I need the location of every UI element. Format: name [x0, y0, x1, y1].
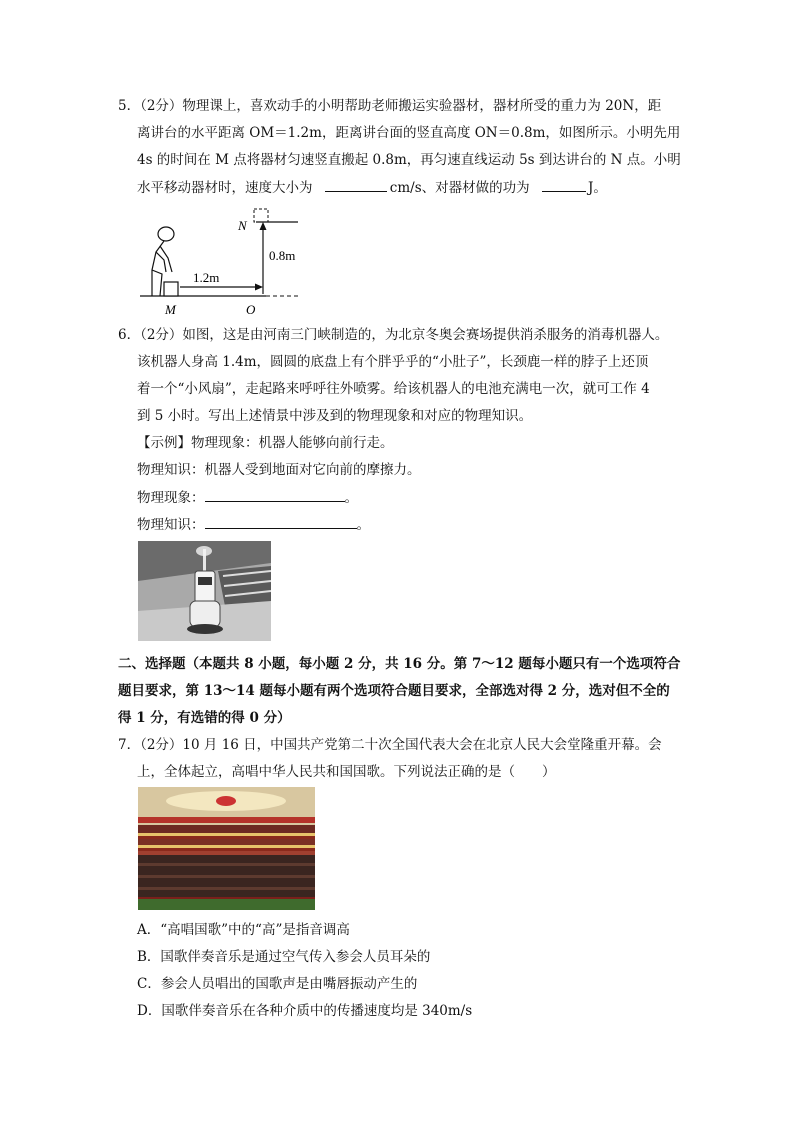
q5-line-3: 4s 的时间在 M 点将器材匀速竖直搬起 0.8m，再匀速直线运动 5s 到达讲台的 N 点。小明: [137, 152, 681, 168]
q7-option-c[interactable]: C．参会人员唱出的国歌声是由嘴唇振动产生的: [137, 976, 418, 992]
q5-line-1: 5．（2分）物理课上，喜欢动手的小明帮助老师搬运实验器材，器材所受的重力为 20N，距: [118, 98, 662, 114]
q5-work-blank[interactable]: [542, 177, 586, 192]
q5-diagram: [138, 200, 308, 320]
arrow-right-icon: [255, 284, 263, 291]
q6-phenomenon-end: 。: [344, 490, 358, 506]
q7-line-2: 上，全体起立，高唱中华人民共和国国歌。下列说法正确的是（ ）: [137, 764, 556, 780]
section2-line-1: 二、选择题（本题共 8 小题，每小题 2 分，共 16 分。第 7～12 题每小题只有一个选项符合: [118, 656, 681, 672]
q5-speed-blank[interactable]: [325, 177, 387, 192]
section2-line-3: 得 1 分，有选错的得 0 分）: [118, 710, 291, 726]
label-1-2m: 1.2m: [193, 270, 220, 285]
label-m: M: [165, 302, 176, 317]
arrow-up-icon: [260, 222, 267, 230]
q7-option-a[interactable]: A．“高唱国歌”中的“高”是指音调高: [137, 922, 350, 938]
label-o: O: [246, 302, 256, 317]
section2-line-2: 题目要求，第 13～14 题每小题有两个选项符合题目要求，全部选对得 2 分，选对但不全的: [118, 683, 670, 699]
q6-example-2: 物理知识：机器人受到地面对它向前的摩擦力。: [137, 462, 421, 478]
q6-knowledge-row: [137, 514, 370, 535]
q6-line-3: 着一个“小风扇”，走起路来呼呼往外喷雾。给该机器人的电池充满电一次，就可工作 4: [137, 381, 650, 397]
q7-option-d[interactable]: D．国歌伴奏音乐在各种介质中的传播速度均是 340m/s: [137, 1003, 473, 1019]
q6-knowledge-blank[interactable]: [205, 514, 357, 529]
q6-knowledge-end: 。: [356, 517, 370, 533]
q5-work-prompt: cm/s、对器材做的功为: [389, 180, 530, 196]
q6-example-1: 【示例】物理现象：机器人能够向前行走。: [137, 435, 394, 451]
q6-line-2: 该机器人身高 1.4m，圆圆的底盘上有个胖乎乎的“小肚子”，长颈鹿一样的脖子上还顶: [137, 354, 649, 370]
q5-unit-j: J。: [587, 180, 607, 196]
person-head: [158, 227, 174, 241]
q7-option-b[interactable]: B．国歌伴奏音乐是通过空气传入参会人员耳朵的: [137, 949, 431, 965]
label-n: N: [238, 218, 247, 233]
q6-phenomenon-label: 物理现象：: [137, 490, 205, 506]
label-0-8m: 0.8m: [269, 248, 296, 263]
q5-line-2: 离讲台的水平距离 OM＝1.2m，距离讲台面的竖直高度 ON＝0.8m，如图所示。小明先用: [137, 125, 681, 141]
q6-phenomenon-blank[interactable]: [205, 487, 345, 502]
q6-knowledge-label: 物理知识：: [137, 517, 205, 533]
great-hall-photo: [138, 787, 315, 910]
q6-line-1: 6．（2分）如图，这是由河南三门峡制造的，为北京冬奥会赛场提供消杀服务的消毒机器人。: [118, 327, 669, 343]
robot-photo: [138, 541, 271, 641]
q6-phenomenon-row: [137, 487, 358, 508]
q5-line-4: [137, 177, 607, 198]
q7-line-1: 7．（2分）10 月 16 日，中国共产党第二十次全国代表大会在北京人民大会堂隆重开幕。会: [118, 737, 662, 753]
box-at-m: [164, 282, 178, 296]
q6-line-4: 到 5 小时。写出上述情景中涉及到的物理现象和对应的物理知识。: [137, 408, 533, 424]
box-at-n: [254, 209, 268, 222]
q5-speed-prompt: 水平移动器材时，速度大小为: [137, 180, 313, 196]
